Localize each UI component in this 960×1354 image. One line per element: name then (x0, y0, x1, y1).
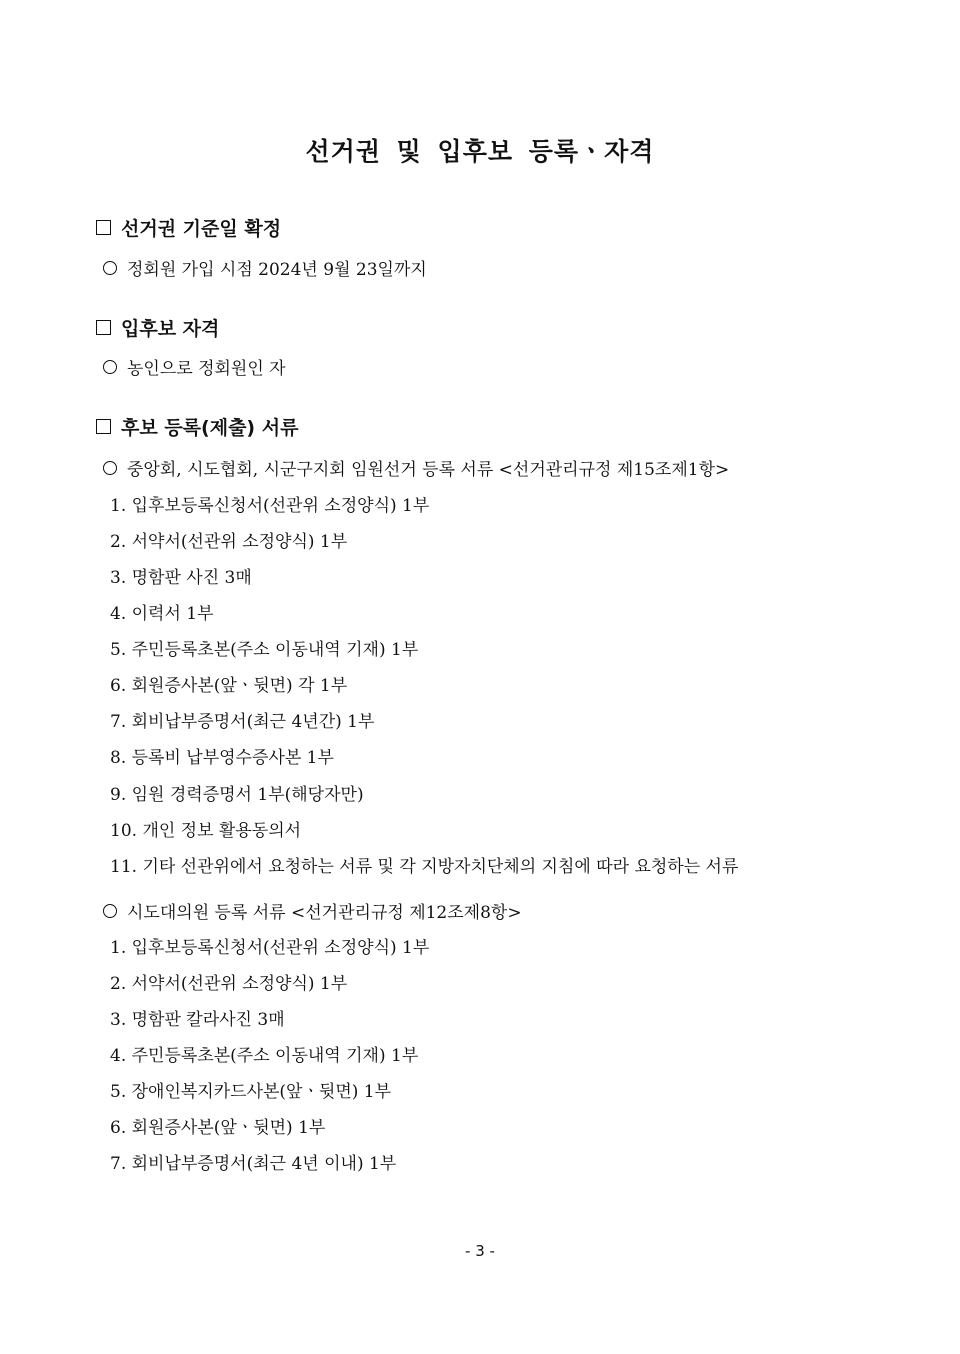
section-heading-label: 선거권 기준일 확정 (121, 218, 282, 240)
section-heading-voting-rights-date (96, 214, 281, 241)
list-item: 5. 주민등록초본(주소 이동내역 기재) 1부 (110, 640, 419, 660)
list-item: 6. 회원증사본(앞ㆍ뒷면) 1부 (110, 1118, 326, 1138)
bullet-text: 시도대의원 등록 서류 <선거관리규정 제12조제8항> (127, 903, 522, 923)
list-item: 2. 서약서(선관위 소정양식) 1부 (110, 532, 348, 552)
list-item: 1. 입후보등록신청서(선관위 소정양식) 1부 (110, 496, 430, 516)
circle-bullet-icon (103, 461, 117, 475)
list-item: 3. 명함판 칼라사진 3매 (110, 1010, 285, 1030)
section-heading-registration-documents (96, 413, 298, 440)
checkbox-square-icon (96, 220, 111, 235)
list-item: 5. 장애인복지카드사본(앞ㆍ뒷면) 1부 (110, 1082, 392, 1102)
bullet-item (103, 255, 427, 280)
checkbox-square-icon (96, 419, 111, 434)
list-item: 4. 주민등록초본(주소 이동내역 기재) 1부 (110, 1046, 419, 1066)
bullet-item (103, 354, 286, 379)
bullet-text: 농인으로 정회원인 자 (127, 359, 286, 379)
checkbox-square-icon (96, 320, 111, 335)
bullet-text: 정회원 가입 시점 2024년 9월 23일까지 (127, 260, 427, 280)
section-heading-label: 입후보 자격 (121, 318, 220, 340)
list-item: 10. 개인 정보 활용동의서 (110, 821, 302, 841)
list-item: 7. 회비납부증명서(최근 4년간) 1부 (110, 712, 375, 732)
list-item: 3. 명함판 사진 3매 (110, 568, 252, 588)
circle-bullet-icon (103, 360, 117, 374)
circle-bullet-icon (103, 904, 117, 918)
list-item: 2. 서약서(선관위 소정양식) 1부 (110, 974, 348, 994)
page-number: - 3 - (465, 1242, 495, 1260)
bullet-text: 중앙회, 시도협회, 시군구지회 임원선거 등록 서류 <선거관리규정 제15조제1항> (127, 460, 730, 480)
list-item: 6. 회원증사본(앞ㆍ뒷면) 각 1부 (110, 676, 348, 696)
list-item: 4. 이력서 1부 (110, 604, 214, 624)
list-item: 7. 회비납부증명서(최근 4년 이내) 1부 (110, 1154, 397, 1174)
list-item: 11. 기타 선관위에서 요청하는 서류 및 각 지방자치단체의 지침에 따라 요청하는 서류 (110, 857, 739, 877)
bullet-item-officer-election (103, 455, 729, 480)
bullet-item-delegate-election (103, 898, 522, 923)
section-heading-candidate-qualification (96, 314, 219, 341)
section-heading-label: 후보 등록(제출) 서류 (121, 417, 299, 439)
circle-bullet-icon (103, 261, 117, 275)
list-item: 9. 임원 경력증명서 1부(해당자만) (110, 785, 364, 805)
list-item: 8. 등록비 납부영수증사본 1부 (110, 748, 334, 768)
list-item: 1. 입후보등록신청서(선관위 소정양식) 1부 (110, 938, 430, 958)
page-title: 선거권 및 입후보 등록ㆍ자격 (305, 137, 655, 166)
